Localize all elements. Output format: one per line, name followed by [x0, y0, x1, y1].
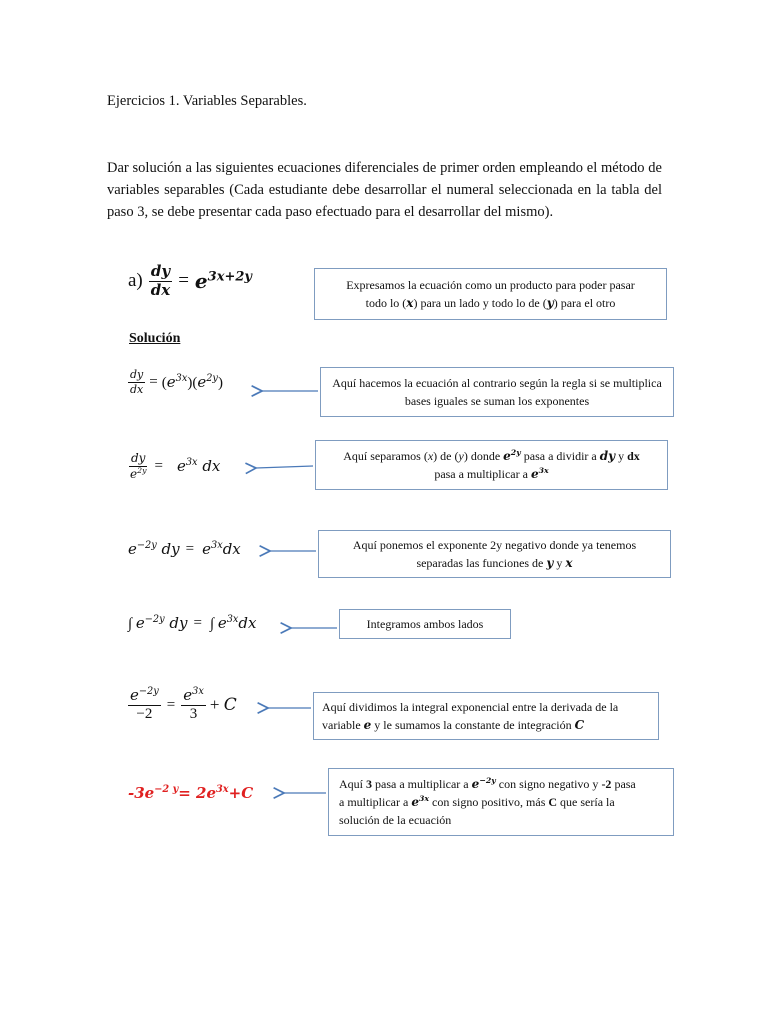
problem-equation: a) $\frac{dy}{dx}$ = $e^{3x+2y}$ [128, 262, 252, 299]
step2-equation: $\frac{dy}{e^{2y}}$ = $e^{3x}$ dx [130, 451, 221, 481]
box4-text: Integramos ambos lados [366, 617, 484, 631]
box2-e: e [503, 449, 511, 463]
final-plus: + [228, 784, 242, 802]
solution-heading: Solución [129, 331, 181, 346]
box0-post: ) para el otro [553, 296, 616, 310]
step5-equation: $\frac{e^{-2y}}{-2}$ = $\frac{e^{3x}}{3}$ + C [130, 686, 237, 722]
box2-mid: ) de ( [433, 449, 459, 463]
box6-c: con signo negativo y [495, 777, 602, 791]
box6-g: que sería la [557, 795, 615, 809]
box6-e3-exp: 3x [418, 794, 430, 803]
box5-e: e [363, 718, 372, 732]
box3-and: y [553, 556, 566, 570]
box5-pre: variable [322, 718, 364, 732]
box5-c: C [574, 718, 585, 732]
box6-m2: -2 [601, 777, 612, 791]
box2-x: x [427, 449, 434, 463]
box2-e3x: e [530, 467, 539, 481]
box3-y: y [546, 556, 554, 570]
box6-e: e [471, 777, 480, 791]
intro-paragraph: Dar solución a las siguientes ecuaciones diferenciales de primer orden empleando el método de variables separables (Cada estudiante debe desarrollar el numeral seleccionada en la tabla del paso 3, se debe presentar cada paso efectuado para el desarrollar del mismo). [107, 160, 662, 220]
box2-tail: pasa a dividir a [520, 449, 600, 463]
box6-f: con signo positivo, más [429, 795, 549, 809]
arrow-step2 [256, 466, 313, 468]
box2-e3x-exp: 3x [538, 466, 549, 475]
box6-e2: a multiplicar a [339, 795, 412, 809]
step1-equation: $\frac{dy}{dx}$ = $(e^{3x})(e^{2y})$ [130, 368, 223, 396]
step4-equation: ∫ $e^{-2y}$ dy = ∫ $e^{3x}dx$ [128, 614, 257, 632]
box5-line1: Aquí dividimos la integral exponencial entre la derivada de la [322, 700, 619, 714]
box2-e-exp: 2y [510, 448, 521, 457]
document-title: Ejercicios 1. Variables Separables. [107, 93, 307, 109]
box3-line2: separadas las funciones de [416, 556, 547, 570]
final-e2: e [206, 784, 217, 802]
box6-b: pasa a multiplicar a [372, 777, 472, 791]
box1-text: Aquí hacemos la ecuación al contrario según la regla si se multiplica bases iguales se suman los exponentes [332, 376, 662, 408]
box6-C: C [548, 795, 558, 809]
box6-e-exp: −2y [479, 776, 496, 785]
box3-line1: Aquí ponemos el exponente 2y negativo donde ya tenemos [352, 538, 637, 552]
box3-x: x [565, 556, 573, 570]
box6-h: solución de la ecuación [339, 813, 452, 827]
problem-label: a) [128, 270, 143, 292]
box2-pre: Aquí separamos ( [343, 449, 428, 463]
box6-e3: e [411, 795, 419, 809]
final-e1-exp: −2 y [154, 784, 179, 795]
box2-y: y [458, 449, 464, 463]
final-c: C [241, 784, 254, 802]
box2-dx: dx [627, 449, 640, 463]
box0-pre: todo lo ( [365, 296, 407, 310]
box6-3: 3 [366, 777, 372, 791]
final-coef: -3 [128, 784, 145, 802]
box2-line2: pasa a multiplicar a [434, 467, 531, 481]
box2-post: ) donde [463, 449, 504, 463]
final-eq: = 2 [178, 784, 207, 802]
box0-x: x [406, 296, 414, 310]
step3-equation: $e^{-2y}$ dy = $e^{3x}dx$ [128, 540, 241, 558]
final-e1: e [144, 784, 155, 802]
box2-dy: dy [599, 449, 616, 463]
final-e2-exp: 3x [216, 784, 229, 795]
box6-a: Aquí [339, 777, 366, 791]
box0-mid: ) para un lado y todo lo de ( [413, 296, 547, 310]
box5-mid: y le sumamos la constante de integración [371, 718, 575, 732]
box0-y: y [546, 296, 554, 310]
box2-and: y [615, 449, 628, 463]
box0-line1: Expresamos la ecuación como un producto para poder pasar [346, 278, 635, 292]
dy-dx-fraction: $\frac{dy}{dx}$ [150, 262, 171, 299]
box6-d: pasa [611, 777, 636, 791]
